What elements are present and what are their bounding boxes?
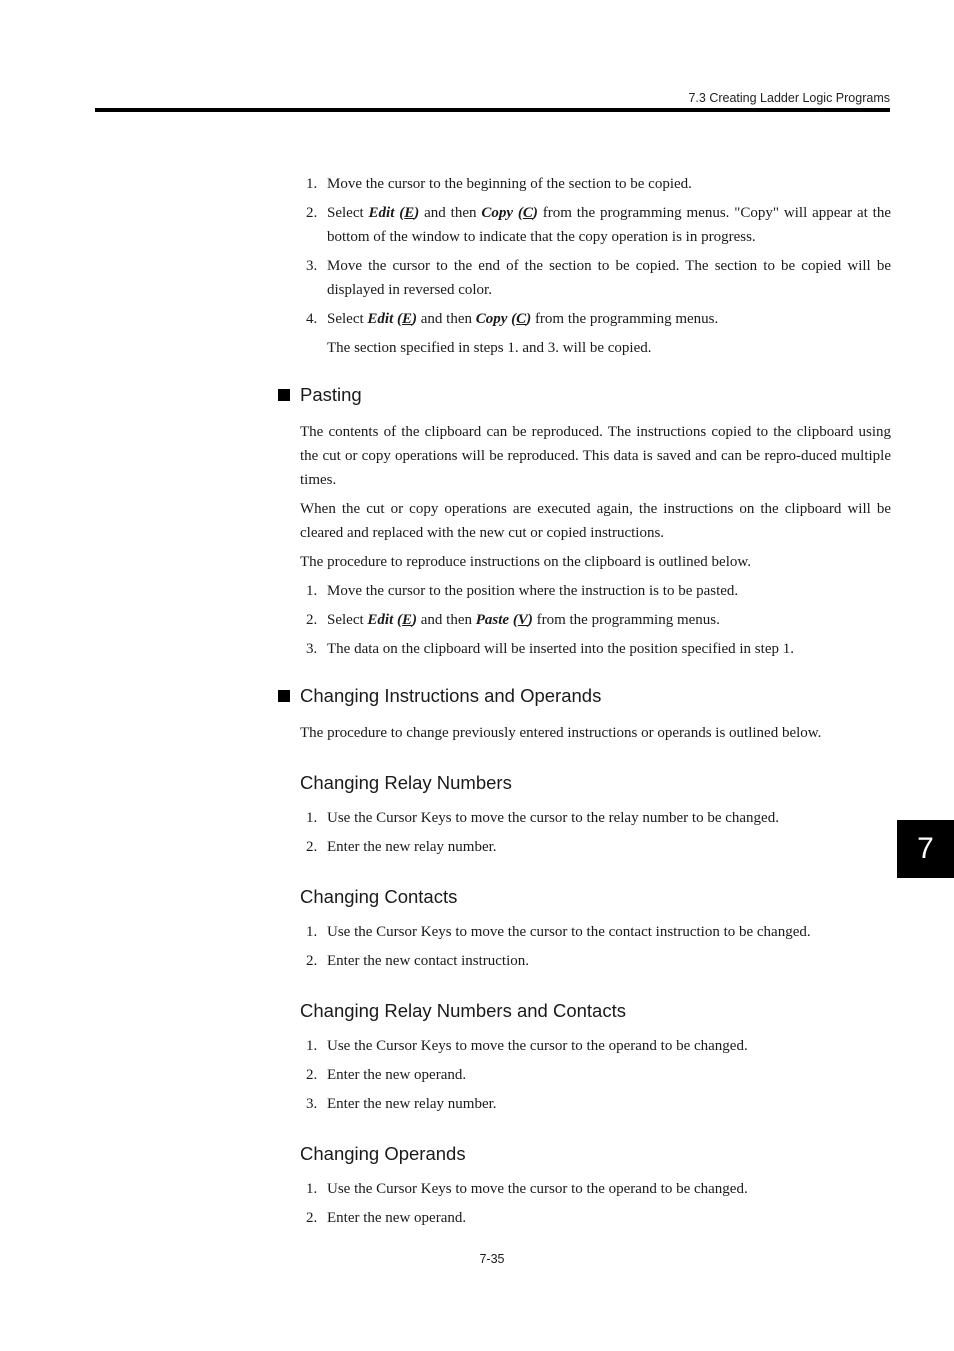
pasting-steps <box>300 579 891 661</box>
square-bullet-icon <box>278 690 290 702</box>
list-item: 1. Move the cursor to the beginning of the section to be copied. <box>306 176 692 192</box>
menu-name-paste: Paste (V) <box>475 612 533 628</box>
menu-name-copy: Copy (C) <box>481 205 538 221</box>
section-heading-changing: Changing Instructions and Operands <box>300 684 891 708</box>
list-item: 3. The data on the clipboard will be inserted into the position specified in step 1. <box>306 641 794 657</box>
page-number: 7-35 <box>479 1252 505 1266</box>
list-item: 3. Enter the new relay number. <box>306 1096 497 1112</box>
menu-name-edit: Edit (E) <box>367 612 418 628</box>
relay-steps <box>300 806 891 859</box>
list-item: 1. Move the cursor to the position where the instruction is to be pasted. <box>306 583 739 599</box>
subheading-operands: Changing Operands <box>300 1143 466 1164</box>
subheading-contacts: Changing Contacts <box>300 886 458 907</box>
copy-steps <box>300 172 891 331</box>
subheading-relay-numbers: Changing Relay Numbers <box>300 772 512 793</box>
list-item: 2. Select Edit (E) and then Paste (V) from the programming menus. <box>306 612 720 628</box>
menu-name-edit: Edit (E) <box>368 205 420 221</box>
list-item: 2. Enter the new operand. <box>306 1067 467 1083</box>
header-rule <box>95 108 890 112</box>
contacts-steps <box>300 920 891 973</box>
list-item: 2. Enter the new contact instruction. <box>306 953 530 969</box>
list-item: 2. Select Edit (E) and then Copy (C) from the programming menus. "Copy" will appear at the bottom of the window to indicate that the copy operation is in progress. <box>306 205 891 245</box>
pasting-paragraph: The procedure to reproduce instructions on the clipboard is outlined below. <box>300 554 751 570</box>
list-item: 1. Use the Cursor Keys to move the cursor to the contact instruction to be changed. <box>306 924 811 940</box>
list-item: 1. Use the Cursor Keys to move the cursor to the operand to be changed. <box>306 1038 748 1054</box>
menu-name-copy: Copy (C) <box>475 311 532 327</box>
relay-contacts-steps <box>300 1034 891 1116</box>
list-item: 4. Select Edit (E) and then Copy (C) from the programming menus. <box>306 311 719 327</box>
chapter-tab: 7 <box>897 820 954 878</box>
running-header: 7.3 Creating Ladder Logic Programs <box>688 91 890 105</box>
list-item: 1. Use the Cursor Keys to move the cursor to the operand to be changed. <box>306 1181 748 1197</box>
changing-intro: The procedure to change previously entered instructions or operands is outlined below. <box>300 725 822 741</box>
square-bullet-icon <box>278 389 290 401</box>
list-item: 2. Enter the new operand. <box>306 1210 467 1226</box>
page-content <box>300 172 891 1235</box>
pasting-paragraph: When the cut or copy operations are executed again, the instructions on the clipboard will be cleared and replaced with the new cut or copied instructions. <box>300 501 891 541</box>
subheading-relay-contacts: Changing Relay Numbers and Contacts <box>300 1000 626 1021</box>
copy-followup: The section specified in steps 1. and 3. will be copied. <box>327 340 652 356</box>
list-item: 2. Enter the new relay number. <box>306 839 497 855</box>
list-item: 1. Use the Cursor Keys to move the cursor to the relay number to be changed. <box>306 810 779 826</box>
section-heading-pasting: Pasting <box>300 383 891 407</box>
pasting-paragraph: The contents of the clipboard can be reproduced. The instructions copied to the clipboard using the cut or copy operations will be reproduced. This data is saved and can be repro-duced multiple times. <box>300 424 891 488</box>
menu-name-edit: Edit (E) <box>367 311 418 327</box>
operands-steps <box>300 1177 891 1230</box>
list-item: 3. Move the cursor to the end of the section to be copied. The section to be copied will be displayed in reversed color. <box>306 258 891 298</box>
